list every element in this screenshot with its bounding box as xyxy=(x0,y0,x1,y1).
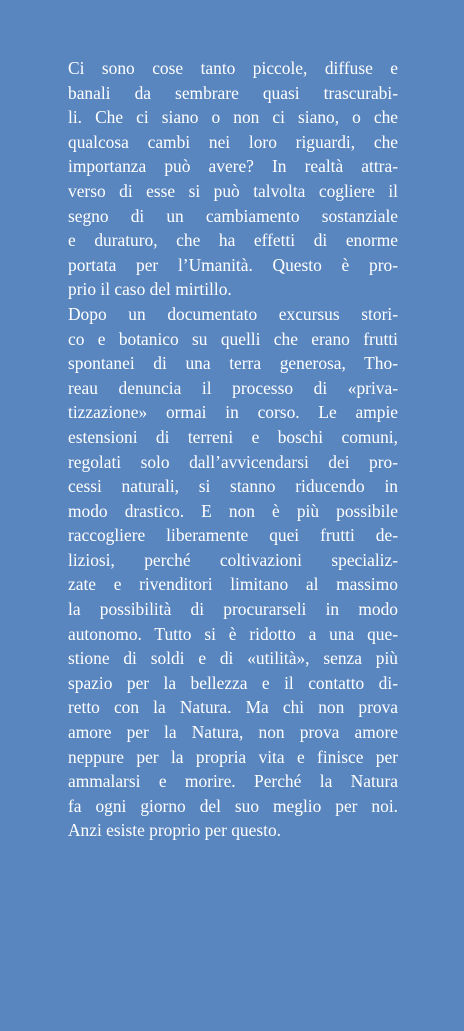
text-line: li. Che ci siano o non ci siano, o che xyxy=(68,107,398,128)
paragraph-1 xyxy=(68,56,398,302)
text-line: la possibilità di procurarseli in modo xyxy=(68,599,398,620)
text-line: prio il caso del mirtillo. xyxy=(68,279,232,300)
text-line: banali da sembrare quasi trascurabi- xyxy=(68,82,398,103)
text-line: spazio per la bellezza e il contatto di- xyxy=(68,672,398,693)
text-line: liziosi, perché coltivazioni specializ- xyxy=(68,549,398,570)
text-line: neppure per la propria vita e finisce per xyxy=(68,746,398,767)
text-line: portata per l’Umanità. Questo è pro- xyxy=(68,254,398,275)
text-line: tizzazione» ormai in corso. Le ampie xyxy=(68,402,398,423)
text-line: estensioni di terreni e boschi comuni, xyxy=(68,426,398,447)
text-line: amore per la Natura, non prova amore xyxy=(68,722,398,743)
text-line: raccogliere liberamente quei frutti de- xyxy=(68,525,398,546)
text-line: Dopo un documentato excursus stori- xyxy=(68,303,398,324)
blurb-text xyxy=(68,56,398,843)
text-line: reau denuncia il processo di «priva- xyxy=(68,377,398,398)
text-line: importanza può avere? In realtà attra- xyxy=(68,156,398,177)
text-line: ammalarsi e morire. Perché la Natura xyxy=(68,771,398,792)
text-line: Ci sono cose tanto piccole, diffuse e xyxy=(68,58,398,78)
text-line: autonomo. Tutto si è ridotto a una que- xyxy=(68,623,398,644)
text-line: fa ogni giorno del suo meglio per noi. xyxy=(68,795,398,816)
text-line: cessi naturali, si stanno riducendo in xyxy=(68,476,398,497)
text-line: modo drastico. E non è più possibile xyxy=(68,500,398,521)
text-line: segno di un cambiamento sostanziale xyxy=(68,205,398,226)
text-line: stione di soldi e di «utilità», senza più xyxy=(68,648,398,669)
text-line: regolati solo dall’avvicendarsi dei pro- xyxy=(68,451,398,472)
text-line: zate e rivenditori limitano al massimo xyxy=(68,574,398,595)
text-line: verso di esse si può talvolta cogliere il xyxy=(68,180,398,201)
text-line: retto con la Natura. Ma chi non prova xyxy=(68,697,398,718)
text-line: Anzi esiste proprio per questo. xyxy=(68,820,281,841)
text-line: e duraturo, che ha effetti di enorme xyxy=(68,230,398,251)
text-line: qualcosa cambi nei loro riguardi, che xyxy=(68,131,398,152)
text-line: co e botanico su quelli che erano frutti xyxy=(68,328,398,349)
paragraph-2 xyxy=(68,302,398,843)
text-line: spontanei di una terra generosa, Tho- xyxy=(68,353,398,374)
